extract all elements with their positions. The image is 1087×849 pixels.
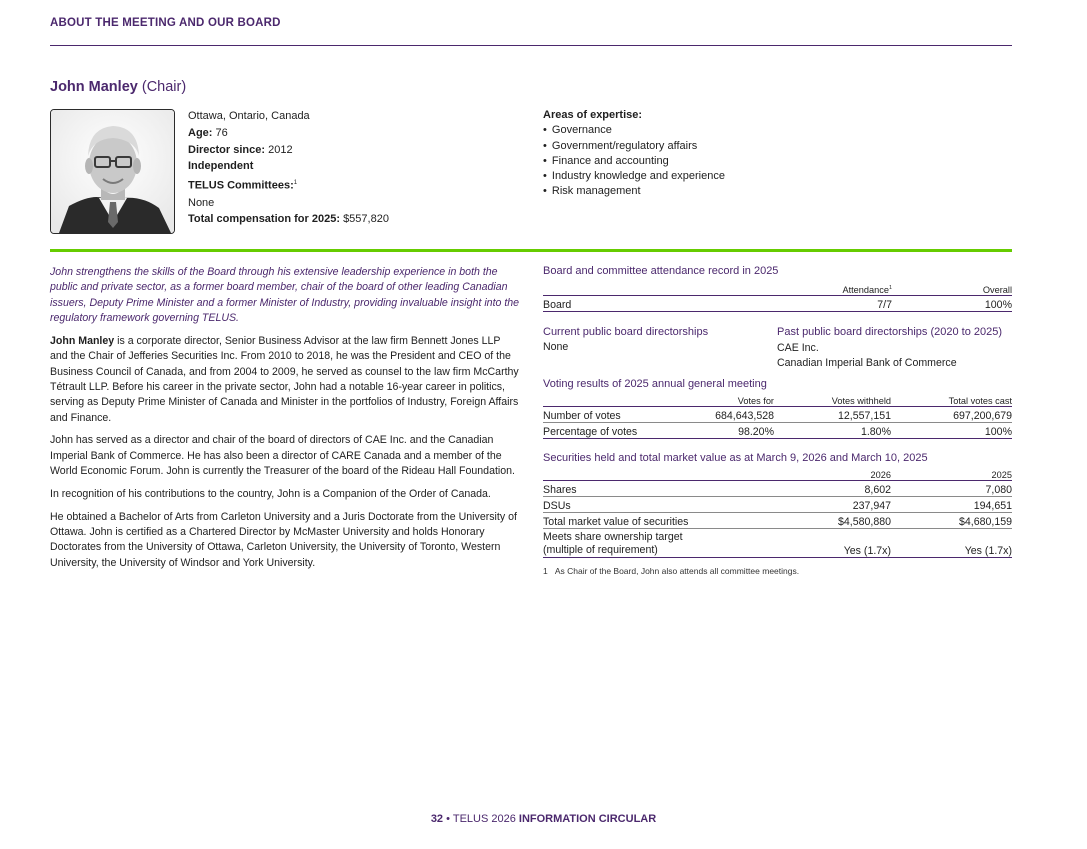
director-tables	[543, 265, 1012, 576]
voting-title: Voting results of 2025 annual general meeting	[543, 378, 767, 390]
votes-withheld-header: Votes withheld	[774, 392, 891, 407]
page-number: 32	[430, 813, 444, 825]
director-photo	[50, 109, 175, 234]
bio-paragraph-2: John has served as a director and chair of the board of directors of CAE Inc. and the Canadian Imperial Bank of Commerce. He has also been a director of CARE Canada and a member of the World Economic Forum. John is currently the Treasurer of the board of the Rideau Hall Foundation.	[50, 434, 515, 478]
areas-of-expertise	[543, 108, 725, 200]
table-row: Percentage of votes 98.20% 1.80% 100%	[543, 423, 1012, 439]
compensation-line	[188, 211, 389, 228]
table-row: Shares 8,602 7,080	[543, 481, 1012, 497]
bio-paragraph-4: He obtained a Bachelor of Arts from Carleton University and a Juris Doctorate from the University of Ottawa. John is certified as a Chartered Director by McMaster University and holds Honorary Doctorates from the University of Ottawa, Carleton University, the University of Toronto, Western University, the University of Windsor and York University.	[50, 510, 517, 569]
footer-doc-title: INFORMATION CIRCULAR	[518, 813, 657, 825]
bio-name: John Manley	[50, 335, 115, 348]
compensation-label: Total compensation for 2025:	[188, 213, 340, 226]
footer-brand: TELUS 2026	[452, 813, 516, 825]
committees-footnote-ref: 1	[293, 180, 298, 187]
green-divider	[50, 249, 1012, 252]
year-2026-header: 2026	[761, 466, 891, 481]
committees-value: None	[188, 196, 215, 209]
table-row: Number of votes 684,643,528 12,557,151 697,200,679	[543, 407, 1012, 423]
expertise-title: Areas of expertise:	[543, 109, 643, 121]
director-details	[188, 108, 389, 228]
list-item: • Government/regulatory affairs	[543, 139, 725, 154]
past-directorship-item: Canadian Imperial Bank of Commerce	[777, 357, 957, 369]
age-value: 76	[215, 126, 228, 139]
top-divider	[50, 45, 1012, 46]
current-directorships-title: Current public board directorships	[543, 326, 709, 338]
overall-value: 100%	[892, 296, 1012, 312]
committees-label: TELUS Committees:	[188, 179, 294, 192]
attendance-table	[543, 281, 1012, 312]
attendance-title: Board and committee attendance record in 2025	[543, 265, 779, 277]
table-row: DSUs 237,947 194,651	[543, 497, 1012, 513]
current-directorships-value: None	[543, 341, 569, 353]
page-footer	[0, 813, 1087, 825]
director-since-line	[188, 142, 389, 159]
votes-for-header: Votes for	[664, 392, 774, 407]
attendance-value: 7/7	[772, 296, 892, 312]
total-votes-header: Total votes cast	[891, 392, 1012, 407]
bio-paragraph-1	[50, 334, 520, 426]
location: Ottawa, Ontario, Canada	[188, 110, 310, 122]
attendance-col-header: Attendance$^1$	[772, 281, 892, 296]
section-label: ABOUT THE MEETING AND OUR BOARD	[50, 17, 281, 29]
past-directorships-title: Past public board directorships (2020 to 2025)	[777, 326, 1003, 338]
past-directorship-item: CAE Inc.	[777, 342, 819, 354]
director-name-heading	[50, 79, 186, 95]
footnote-text: As Chair of the Board, John also attends all committee meetings.	[554, 566, 800, 576]
directorships	[543, 326, 1012, 378]
table-row: Meets share ownership target (multiple of requirement) Yes (1.7x) Yes (1.7x)	[543, 529, 1012, 558]
securities-title: Securities held and total market value as at March 9, 2026 and March 10, 2025	[543, 452, 928, 464]
list-item: • Risk management	[543, 184, 725, 199]
committees-label-line	[188, 175, 389, 194]
expertise-list	[543, 123, 725, 199]
voting-table	[543, 392, 1012, 439]
attendance-row-label: Board	[543, 296, 772, 312]
footer-bullet: •	[446, 813, 450, 825]
director-role: (Chair)	[141, 79, 187, 95]
biography	[50, 265, 520, 578]
compensation-value: $557,820	[343, 213, 389, 226]
list-item: • Finance and accounting	[543, 154, 725, 169]
independence-status: Independent	[188, 160, 254, 173]
list-item: • Governance	[543, 123, 725, 138]
bio-paragraph-3: In recognition of his contributions to the country, John is a Companion of the Order of Canada.	[50, 487, 491, 500]
bio-intro: John strengthens the skills of the Board through his extensive leadership experience in both the public and private sector, as a former board member, chair of the board of other leading Canadian issuers, Deputy Prime Minister and a former Minister of Industry, providing invaluable insight into the regulatory framework governing TELUS.	[50, 266, 520, 324]
overall-col-header: Overall	[892, 281, 1012, 296]
bio-p1-text: is a corporate director, Senior Business Advisor at the law firm Bennett Jones LLP and the Chair of Jefferies Securities Inc. From 2010 to 2018, he was the President and CEO of the Business Council of Canada, and from 2004 to 2009, he served as counsel to the law firm McCarthy Tétrault LLP. Before his career in the private sector, John had a notable 16-year career in politics, serving as Deputy Prime Minister of Canada and Minister in the portfolios of Industry, Foreign Affairs and Finance.	[50, 335, 519, 424]
list-item: • Industry knowledge and experience	[543, 169, 725, 184]
age-label: Age:	[188, 126, 213, 139]
director-since-value: 2012	[268, 143, 293, 156]
table-row: Total market value of securities $4,580,880 $4,680,159	[543, 513, 1012, 529]
securities-table	[543, 466, 1012, 558]
age-line	[188, 125, 389, 142]
footnote	[543, 566, 1012, 576]
year-2025-header: 2025	[891, 466, 1012, 481]
director-name: John Manley	[50, 79, 138, 95]
table-row	[543, 296, 1012, 312]
footnote-number: 1	[543, 566, 548, 576]
director-since-label: Director since:	[188, 143, 266, 156]
